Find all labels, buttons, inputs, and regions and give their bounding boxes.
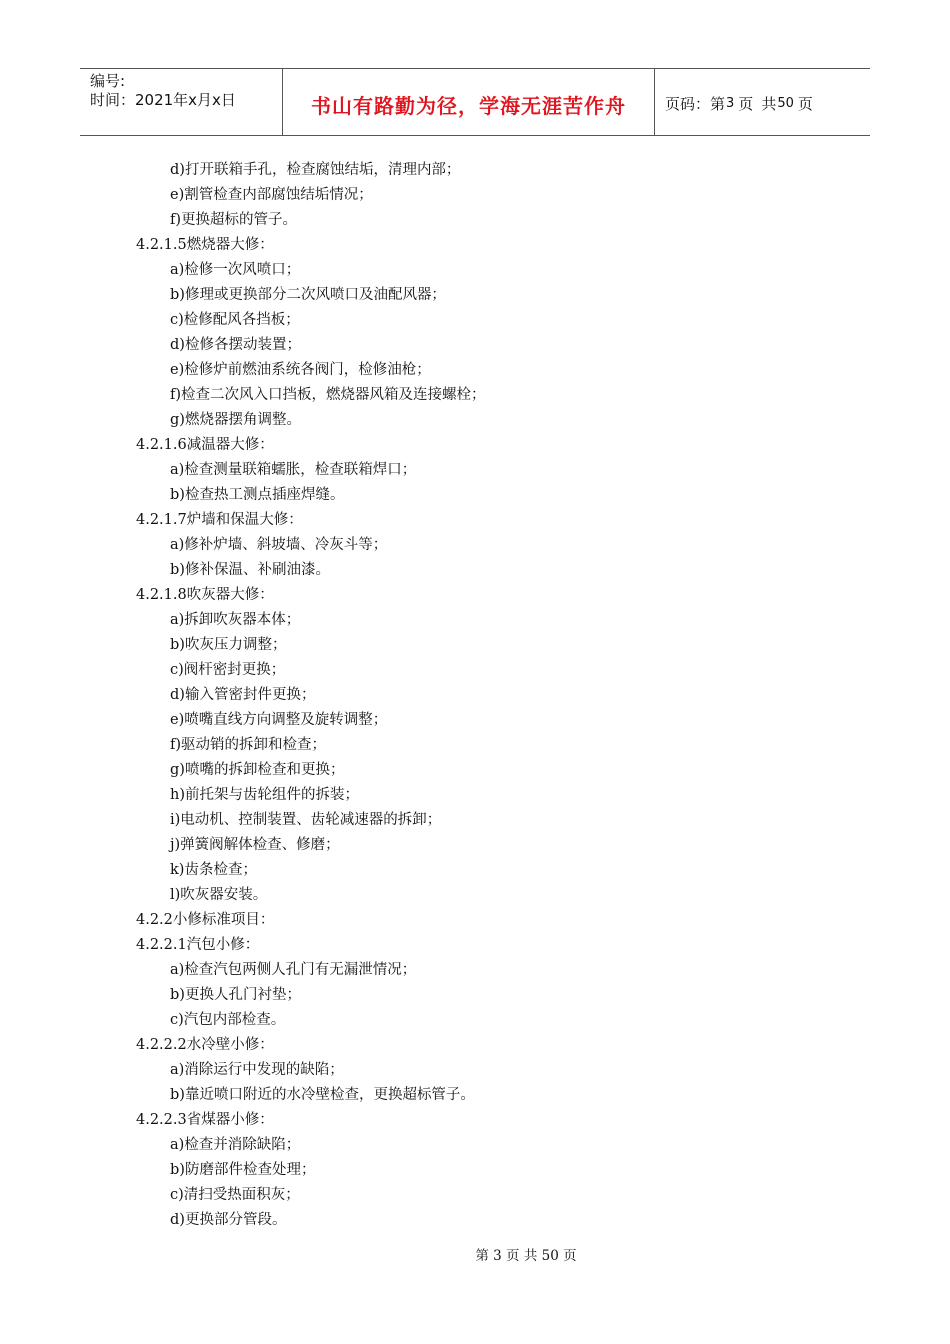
- list-item: j)弹簧阀解体检查、修磨；: [170, 837, 340, 853]
- list-item: c)汽包内部检查。: [170, 1012, 286, 1028]
- list-item: d)输入管密封件更换；: [170, 687, 316, 703]
- section-heading: 4.2.1.6减温器大修：: [136, 437, 274, 453]
- list-item: d)检修各摆动装置；: [170, 337, 301, 353]
- list-item: k)齿条检查；: [170, 862, 257, 878]
- page-current: 3: [726, 95, 735, 111]
- document-number-label: 编号:: [90, 72, 126, 90]
- page-total: 50: [777, 95, 794, 111]
- list-item: b)吹灰压力调整；: [170, 637, 287, 653]
- page-prefix: 页码：第: [665, 94, 726, 113]
- list-item: a)消除运行中发现的缺陷；: [170, 1062, 344, 1078]
- section-heading: 4.2.1.5燃烧器大修：: [136, 237, 274, 253]
- page-header: [80, 68, 870, 136]
- list-item: g)喷嘴的拆卸检查和更换；: [170, 762, 345, 778]
- section-heading: 4.2.2.1汽包小修：: [136, 937, 260, 953]
- list-item: c)检修配风各挡板；: [170, 312, 300, 328]
- list-item: a)检查测量联箱蠕胀，检查联箱焊口；: [170, 462, 417, 478]
- list-item: a)修补炉墙、斜坡墙、冷灰斗等；: [170, 537, 388, 553]
- list-item: b)靠近喷口附近的水冷壁检查，更换超标管子。: [170, 1087, 475, 1103]
- list-item: d)打开联箱手孔，检查腐蚀结垢，清理内部；: [170, 162, 461, 178]
- header-motto: 书山有路勤为径，学海无涯苦作舟: [283, 69, 655, 135]
- page-total-prefix: 共: [761, 94, 777, 113]
- section-heading: 4.2.2.2水冷壁小修：: [136, 1037, 274, 1053]
- list-item: e)割管检查内部腐蚀结垢情况；: [170, 187, 373, 203]
- section-heading: 4.2.2小修标准项目：: [136, 912, 275, 928]
- list-item: a)检查并消除缺陷；: [170, 1137, 301, 1153]
- section-heading: 4.2.1.8吹灰器大修：: [136, 587, 274, 603]
- page-mid: 页: [738, 94, 754, 113]
- list-item: b)修理或更换部分二次风喷口及油配风器；: [170, 287, 446, 303]
- list-item: c)阀杆密封更换；: [170, 662, 286, 678]
- page-footer: 第 3 页 共 50 页: [475, 1248, 577, 1264]
- list-item: c)清扫受热面积灰；: [170, 1187, 300, 1203]
- list-item: f)驱动销的拆卸和检查；: [170, 737, 327, 753]
- list-item: f)检查二次风入口挡板，燃烧器风箱及连接螺栓；: [170, 387, 486, 403]
- page-suffix: 页: [797, 94, 813, 113]
- list-item: f)更换超标的管子。: [170, 212, 298, 228]
- list-item: g)燃烧器摆角调整。: [170, 412, 301, 428]
- list-item: b)检查热工测点插座焊缝。: [170, 487, 345, 503]
- section-heading: 4.2.2.3省煤器小修：: [136, 1112, 274, 1128]
- header-page-number: [655, 69, 870, 135]
- list-item: a)检查汽包两侧人孔门有无漏泄情况；: [170, 962, 417, 978]
- list-item: e)检修炉前燃油系统各阀门，检修油枪；: [170, 362, 431, 378]
- list-item: b)防磨部件检查处理；: [170, 1162, 316, 1178]
- list-item: a)检修一次风喷口；: [170, 262, 301, 278]
- section-heading: 4.2.1.7炉墙和保温大修：: [136, 512, 303, 528]
- list-item: e)喷嘴直线方向调整及旋转调整；: [170, 712, 388, 728]
- list-item: b)修补保温、补刷油漆。: [170, 562, 330, 578]
- list-item: i)电动机、控制装置、齿轮减速器的拆卸；: [170, 812, 442, 828]
- list-item: a)拆卸吹灰器本体；: [170, 612, 301, 628]
- list-item: d)更换部分管段。: [170, 1212, 287, 1228]
- list-item: b)更换人孔门衬垫；: [170, 987, 301, 1003]
- document-time-label: 时间：2021年x月x日: [90, 91, 236, 109]
- header-meta: [80, 69, 283, 135]
- list-item: h)前托架与齿轮组件的拆装；: [170, 787, 359, 803]
- list-item: l)吹灰器安装。: [170, 887, 268, 903]
